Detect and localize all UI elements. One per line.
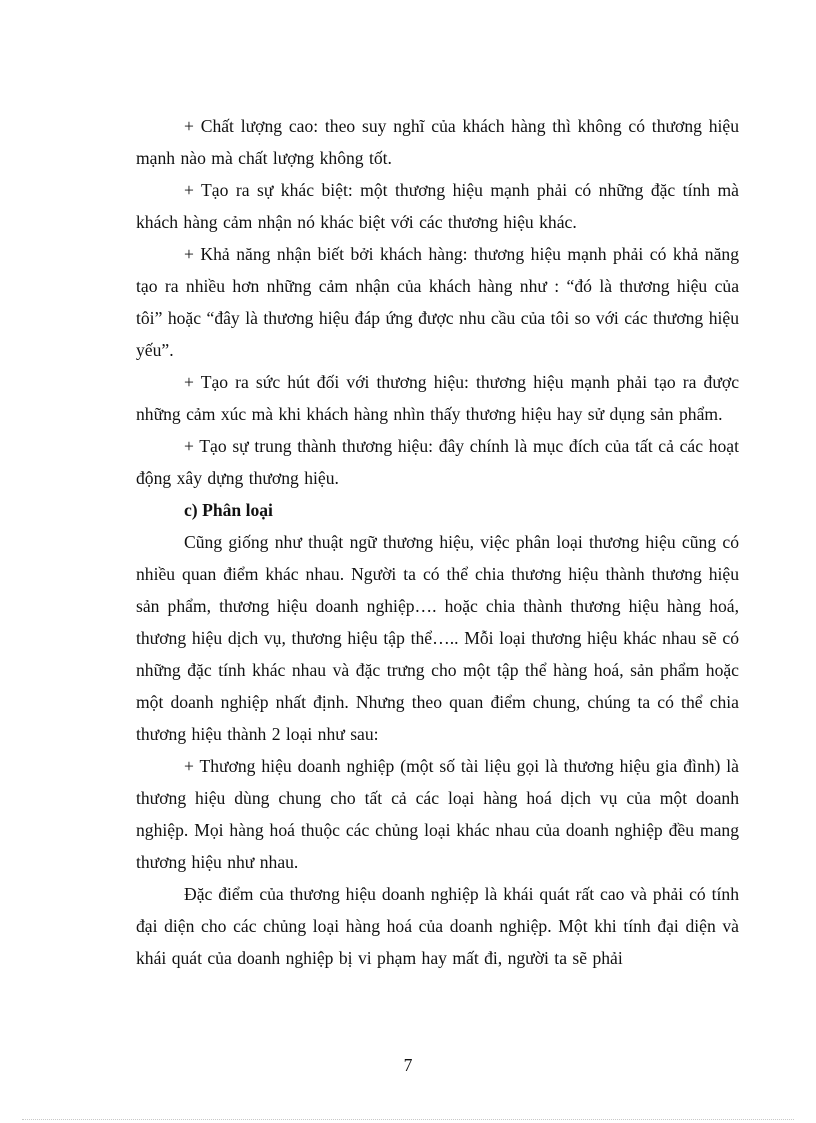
paragraph-thuong-hieu-doanh-nghiep: + Thương hiệu doanh nghiệp (một số tài liệu gọi là thương hiệu gia đình) là thương hiệu dùng chung cho tất cả các loại hàng hoá dịch vụ của một doanh nghiệp. Mọi hàng hoá thuộc các chủng loại khác nhau của doanh nghiệp đều mang thương hiệu như nhau. [136, 756, 739, 872]
paragraph-tao-su-trung-thanh: + Tạo sự trung thành thương hiệu: đây chính là mục đích của tất cả các hoạt động xây dựng thương hiệu. [136, 436, 739, 488]
paragraph-tao-ra-suc-hut: + Tạo ra sức hút đối với thương hiệu: thương hiệu mạnh phải tạo ra được những cảm xúc mà khi khách hàng nhìn thấy thương hiệu hay sử dụng sản phẩm. [136, 372, 739, 424]
paragraph-kha-nang-nhan-biet: + Khả năng nhận biết bởi khách hàng: thương hiệu mạnh phải có khả năng tạo ra nhiều hơn những cảm nhận của khách hàng như : “đó là thương hiệu của tôi” hoặc “đây là thương hiệu đáp ứng được nhu cầu của tôi so với các thương hiệu yếu”. [136, 244, 739, 360]
page-bottom-divider [22, 1119, 794, 1120]
page-number: 7 [403, 1055, 413, 1075]
paragraph-chat-luong-cao: + Chất lượng cao: theo suy nghĩ của khách hàng thì không có thương hiệu mạnh nào mà chất lượng không tốt. [136, 116, 739, 168]
section-heading-phan-loai: c) Phân loại [184, 500, 273, 520]
paragraph-tao-ra-su-khac-biet: + Tạo ra sự khác biệt: một thương hiệu mạnh phải có những đặc tính mà khách hàng cảm nhận nó khác biệt với các thương hiệu khác. [136, 180, 739, 232]
paragraph-dac-diem: Đặc điểm của thương hiệu doanh nghiệp là khái quát rất cao và phải có tính đại diện cho các chủng loại hàng hoá của doanh nghiệp. Một khi tính đại diện và khái quát của doanh nghiệp bị vi phạm hay mất đi, người ta sẽ phải [136, 884, 739, 968]
paragraph-phan-loai-intro: Cũng giống như thuật ngữ thương hiệu, việc phân loại thương hiệu cũng có nhiều quan điểm khác nhau. Người ta có thể chia thương hiệu thành thương hiệu sản phẩm, thương hiệu doanh nghiệp…. hoặc chia thành thương hiệu hàng hoá, thương hiệu dịch vụ, thương hiệu tập thể….. Mỗi loại thương hiệu khác nhau sẽ có những đặc tính khác nhau và đặc trưng cho một tập thể hàng hoá, sản phẩm hoặc một doanh nghiệp nhất định. Nhưng theo quan điểm chung, chúng ta có thể chia thương hiệu thành 2 loại như sau: [136, 532, 739, 744]
document-body [136, 110, 739, 974]
